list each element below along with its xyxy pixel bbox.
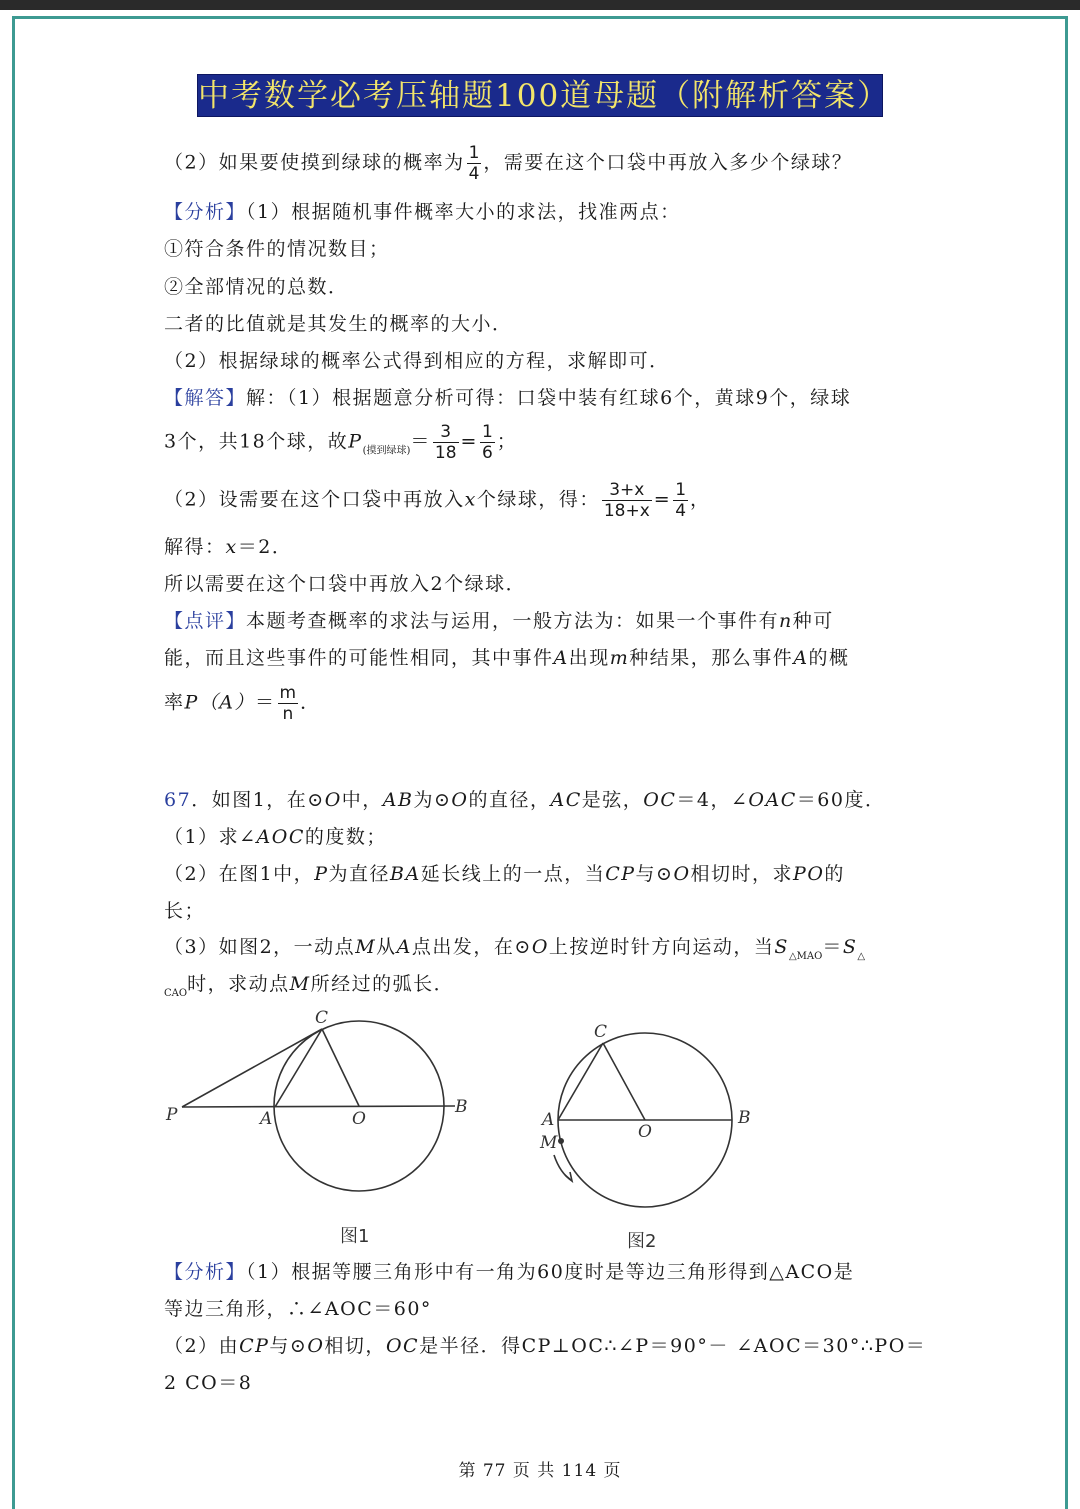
title-banner [197, 74, 891, 117]
q67-analysis-3 [164, 1331, 927, 1361]
fig2-label-a: A [542, 1110, 555, 1130]
q67-analysis-4: 2 CO＝8 [164, 1372, 253, 1394]
fraction [673, 480, 688, 521]
text: 中， [341, 789, 383, 811]
comment-tag: 【点评】 [164, 610, 247, 632]
var: M [355, 936, 377, 958]
fig1-label-a: A [260, 1109, 273, 1129]
text: 解得： [164, 536, 226, 558]
q66-comment-1 [164, 606, 924, 636]
var-x: x [464, 488, 477, 511]
text: 与⊙ [635, 863, 674, 885]
fig2-label-m: M [540, 1133, 558, 1153]
text: ； [496, 430, 518, 453]
text: 出现 [568, 647, 610, 669]
var: CP [239, 1335, 270, 1357]
q67-analysis-1 [164, 1257, 924, 1287]
text: 是弦， [581, 789, 644, 811]
text: ＝ [822, 936, 843, 958]
var-p: P [348, 430, 363, 453]
fraction [467, 143, 482, 184]
var: OC [385, 1335, 420, 1357]
var: OAC [748, 789, 797, 811]
text: 的度数； [304, 826, 387, 848]
text: 的直径， [468, 789, 551, 811]
var: P [314, 863, 329, 885]
frac-num: m [279, 683, 297, 703]
q66-solution-1 [164, 383, 924, 413]
var: CP [605, 863, 636, 885]
text: （1）求∠ [164, 826, 257, 848]
text: ． [300, 691, 321, 714]
var: S [774, 936, 789, 958]
banner-title: 中考数学必考压轴题100道母题（附解析答案） [198, 78, 891, 114]
text: 从 [376, 936, 397, 958]
fig2-line-co [603, 1043, 645, 1120]
subscript: CAO [164, 988, 188, 999]
fig1-line-ac [275, 1029, 322, 1107]
q66-analysis-2: ①符合条件的情况数目； [164, 238, 390, 260]
page-footer: 第 77 页 共 114 页 [458, 1461, 622, 1481]
text: 延长线上的一点，当 [420, 863, 606, 885]
var: PO [793, 863, 825, 885]
q67-part3 [164, 932, 924, 972]
text: = [460, 430, 478, 453]
text: 的 [824, 863, 845, 885]
var: AOC [256, 826, 305, 848]
frac-den: 4 [468, 164, 480, 184]
q66-comment-2 [164, 643, 924, 673]
text: 个绿球，得： [476, 488, 600, 511]
fig1-label-b: B [455, 1097, 468, 1117]
text: CP⊥OC∴∠P＝90°－ ∠AOC＝30°∴PO＝ [521, 1335, 927, 1357]
var-a: A [793, 647, 809, 669]
q66-solution-3 [164, 480, 924, 521]
frac-den: 18+x [603, 501, 650, 521]
frac-den: n [282, 704, 294, 724]
text: = [653, 488, 672, 511]
q67-part2-cont: 长； [164, 900, 206, 922]
fig1-label-c: C [315, 1008, 329, 1028]
fig1-caption: 图1 [340, 1226, 370, 1247]
text: 上按逆时针方向运动，当 [548, 936, 775, 958]
text: ， [690, 488, 711, 511]
text: 能，而且这些事件的可能性相同，其中事件 [164, 647, 554, 669]
question-number: 67 [164, 789, 192, 811]
text: 种结果，那么事件 [629, 647, 794, 669]
text: 率 [164, 691, 185, 714]
text: 本题考查概率的求法与运用，一般方法为：如果一个事件有 [246, 610, 780, 632]
fig2-label-b: B [738, 1108, 751, 1128]
q66-analysis-3: ②全部情况的总数． [164, 276, 349, 298]
text: 为⊙ [413, 789, 452, 811]
frac-num: 3 [433, 422, 459, 443]
text: 与⊙ [269, 1335, 308, 1357]
q67-analysis-2: 等边三角形，∴∠AOC＝60° [164, 1298, 432, 1320]
var: O [531, 936, 549, 958]
var: M [289, 973, 311, 995]
solution-tag: 【解答】 [164, 387, 247, 409]
frac-num: 3+x [602, 480, 652, 501]
q66-part2 [164, 143, 924, 184]
text: 种可 [792, 610, 834, 632]
fig2-label-o: O [638, 1122, 652, 1142]
text: （2）在图1中， [164, 863, 315, 885]
text: ＝ [255, 691, 276, 714]
var: O [307, 1335, 325, 1357]
q66-analysis-4: 二者的比值就是其发生的概率的大小． [164, 313, 513, 335]
frac-den: 6 [481, 443, 493, 463]
var: AB [382, 789, 414, 811]
var: BA [390, 863, 421, 885]
text: 点出发，在⊙ [411, 936, 532, 958]
analysis-tag: 【分析】 [164, 1261, 247, 1283]
q66-solution-4 [164, 532, 924, 562]
text: 相切， [324, 1335, 386, 1357]
fig1-line-pb [182, 1106, 455, 1107]
fig1-line-pc [182, 1029, 322, 1107]
fig2-label-c: C [594, 1022, 608, 1042]
subscript: △ [857, 951, 866, 962]
text: （3）如图2，一动点 [164, 936, 356, 958]
var: S [842, 936, 858, 958]
fig1-label-o: O [352, 1109, 366, 1129]
var: AC [550, 789, 582, 811]
var: A [396, 936, 412, 958]
var: O [673, 863, 691, 885]
text: ＝4，∠ [676, 789, 749, 811]
analysis-tag: 【分析】 [164, 201, 247, 223]
text: ＝2． [237, 536, 293, 558]
text: 3个，共18个球，故 [164, 430, 349, 453]
text: 解：（1）根据题意分析可得：口袋中装有红球6个，黄球9个，绿球 [246, 387, 852, 409]
text: （2）如果要使摸到绿球的概率为 [164, 151, 465, 174]
text: 是半径．得 [419, 1335, 522, 1357]
top-dark-bar [0, 0, 1080, 10]
fig2-point-m [558, 1138, 564, 1144]
text: （1）根据等腰三角形中有一角为60度时是等边三角形得到△ACO是 [246, 1261, 855, 1283]
fraction [433, 422, 459, 463]
q66-solution-5: 所以需要在这个口袋中再放入2个绿球． [164, 573, 527, 595]
fraction [480, 422, 495, 463]
fig2-caption: 图2 [627, 1231, 657, 1252]
text: 时，求动点 [187, 973, 290, 995]
var-p: P（A） [184, 691, 256, 714]
text: （2）设需要在这个口袋中再放入 [164, 488, 465, 511]
var-m: m [609, 647, 630, 669]
fig2-arrow-arc [554, 1155, 572, 1181]
text: ．如图1，在⊙ [191, 789, 325, 811]
q66-comment-3 [164, 683, 924, 724]
frac-den: 4 [675, 501, 687, 521]
frac-num: 1 [675, 480, 687, 500]
q66-analysis-5: （2）根据绿球的概率公式得到相应的方程，求解即可． [164, 350, 670, 372]
var: O [451, 789, 469, 811]
text: 的概 [808, 647, 850, 669]
text: 为直径 [328, 863, 390, 885]
text: ＝ [410, 430, 431, 453]
var-x: x [225, 536, 238, 558]
figure-2 [530, 1015, 770, 1220]
text: （1）根据随机事件概率大小的求法，找准两点： [246, 201, 681, 223]
text: 相切时，求 [690, 863, 794, 885]
text: （2）由 [164, 1335, 240, 1357]
fraction [602, 480, 652, 521]
frac-den: 18 [434, 443, 457, 463]
fig1-label-p: P [166, 1105, 178, 1125]
var: O [324, 789, 342, 811]
var-a: A [553, 647, 569, 669]
frac-num: 1 [481, 422, 493, 442]
fig2-arrow-head [565, 1172, 572, 1181]
q67-part1 [164, 822, 924, 852]
q67-stem [164, 785, 924, 815]
text: ＝60度． [796, 789, 886, 811]
subscript: △MAO [788, 951, 823, 962]
fraction [278, 683, 299, 724]
q66-analysis-1 [164, 197, 924, 227]
subscript: (摸到绿球) [362, 445, 411, 457]
text: ，需要在这个口袋中再放入多少个绿球？ [483, 151, 853, 174]
fig1-line-co [322, 1029, 359, 1106]
figure-1 [150, 1000, 490, 1210]
var-n: n [779, 610, 793, 632]
q67-part2 [164, 859, 924, 889]
frac-num: 1 [468, 143, 480, 163]
var: OC [643, 789, 677, 811]
text: 所经过的弧长． [310, 973, 455, 995]
q66-solution-2 [164, 422, 924, 467]
fig2-line-ac [558, 1043, 603, 1120]
